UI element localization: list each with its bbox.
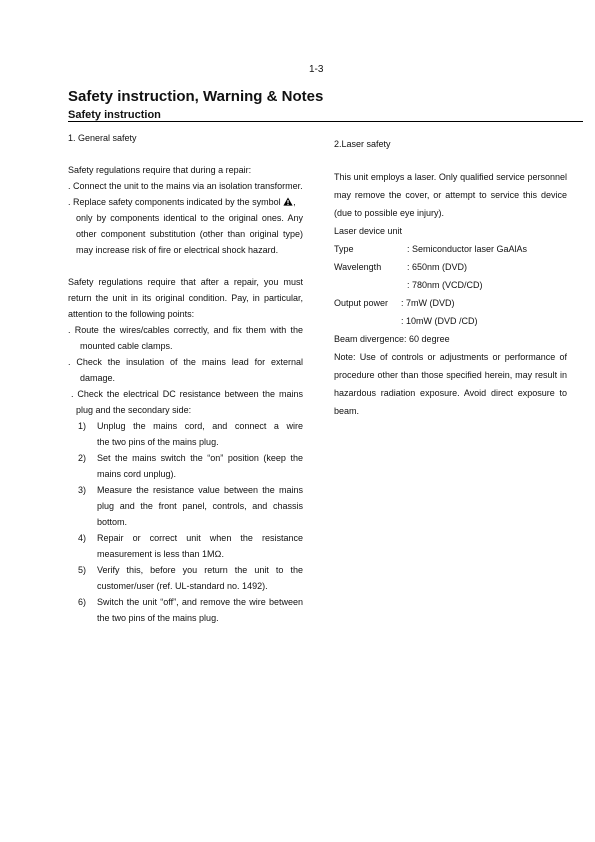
laser-safety-column (334, 136, 567, 420)
list-item (68, 482, 303, 530)
laser-output-row (334, 312, 567, 330)
laser-wavelength-value: : 650nm (DVD) (407, 262, 468, 272)
repair-rule-safety-components (68, 194, 303, 210)
general-safety-heading: 1. General safety (68, 133, 137, 143)
after-repair-intro: return the unit in its original condition. Pay, in particular, (68, 293, 303, 303)
laser-wavelength-label: Wavelength (334, 262, 382, 272)
list-item (68, 418, 303, 450)
repair-rule-text: . Replace safety components indicated by the symbol (68, 197, 281, 207)
step-number: 6) (78, 597, 87, 607)
step-number: 4) (78, 533, 87, 543)
heading-divider (68, 121, 583, 122)
laser-wavelength-value: : 780nm (VCD/CD) (407, 280, 483, 290)
laser-output-row (334, 294, 567, 312)
repair-rule-line: only by components identical to the original ones. Any (76, 213, 303, 223)
step-text: Measure the resistance value between the mains (97, 485, 303, 495)
step-text: mains cord unplug). (97, 469, 177, 479)
laser-unit-heading: Laser device unit (334, 226, 403, 236)
list-item (68, 562, 303, 594)
laser-intro: (due to possible eye injury). (334, 208, 445, 218)
step-text: the two pins of the mains plug. (97, 437, 219, 447)
step-text: Switch the unit “off”, and remove the wire between (97, 597, 303, 607)
repair-rule-line: other component substitution (other than original type) (76, 229, 303, 239)
check-point-insulation: . Check the insulation of the mains lead for external (68, 357, 303, 367)
laser-note: hazardous radiation exposure. Avoid direct exposure to (334, 388, 567, 398)
page-number: 1-3 (309, 64, 324, 75)
check-point-resistance: . Check the electrical DC resistance between the mains (71, 389, 303, 399)
check-point-wires-cont: mounted cable clamps. (80, 341, 173, 351)
laser-wavelength-row (334, 258, 567, 276)
after-repair-intro: attention to the following points: (68, 309, 195, 319)
page-title: Safety instruction, Warning & Notes (68, 88, 324, 105)
laser-wavelength-row (334, 276, 567, 294)
check-point-resistance-cont: plug and the secondary side: (76, 405, 192, 415)
laser-output-value: : 10mW (DVD /CD) (401, 316, 478, 326)
repair-rule-suffix: , (293, 197, 296, 207)
step-text: Verify this, before you return the unit to the (97, 565, 303, 575)
laser-output-value: : 7mW (DVD) (401, 298, 455, 308)
list-item (68, 594, 303, 626)
laser-note: procedure other than those specified herein, may result in (334, 370, 567, 380)
laser-intro: This unit employs a laser. Only qualified service personnel (334, 172, 567, 182)
step-number: 5) (78, 565, 87, 575)
repair-rule-line: may increase risk of fire or electrical shock hazard. (76, 245, 279, 255)
list-item (68, 530, 303, 562)
step-text: Repair or correct unit when the resistance (97, 533, 303, 543)
step-text: customer/user (ref. UL-standard no. 1492). (97, 581, 268, 591)
step-text: the two pins of the mains plug. (97, 613, 219, 623)
check-point-insulation-cont: damage. (80, 373, 116, 383)
step-number: 1) (78, 421, 87, 431)
laser-beam-divergence: Beam divergence: 60 degree (334, 334, 450, 344)
laser-safety-heading: 2.Laser safety (334, 139, 391, 149)
during-repair-intro: Safety regulations require that during a repair: (68, 165, 252, 175)
laser-type-label: Type (334, 244, 354, 254)
general-safety-column (68, 130, 303, 626)
list-item (68, 450, 303, 482)
step-text: measurement is less than 1MΩ. (97, 549, 224, 559)
laser-output-label: Output power (334, 298, 389, 308)
step-text: bottom. (97, 517, 128, 527)
laser-intro: may remove the cover, or attempt to service this device (334, 190, 567, 200)
step-text: Set the mains switch the “on” position (keep the (97, 453, 303, 463)
laser-type-row (334, 240, 567, 258)
step-number: 3) (78, 485, 87, 495)
after-repair-intro: Safety regulations require that after a repair, you must (68, 277, 303, 287)
warning-triangle-icon (283, 197, 293, 206)
laser-note: beam. (334, 406, 360, 416)
laser-type-value: : Semiconductor laser GaAlAs (407, 244, 528, 254)
check-point-wires: . Route the wires/cables correctly, and fix them with the (68, 325, 303, 335)
step-text: Unplug the mains cord, and connect a wire (97, 421, 303, 431)
step-number: 2) (78, 453, 87, 463)
section-heading: Safety instruction (68, 109, 161, 121)
laser-note: Note: Use of controls or adjustments or performance of (334, 352, 567, 362)
repair-rule-isolation: . Connect the unit to the mains via an isolation transformer. (68, 181, 303, 191)
step-text: plug and the front panel, controls, and chassis (97, 501, 303, 511)
